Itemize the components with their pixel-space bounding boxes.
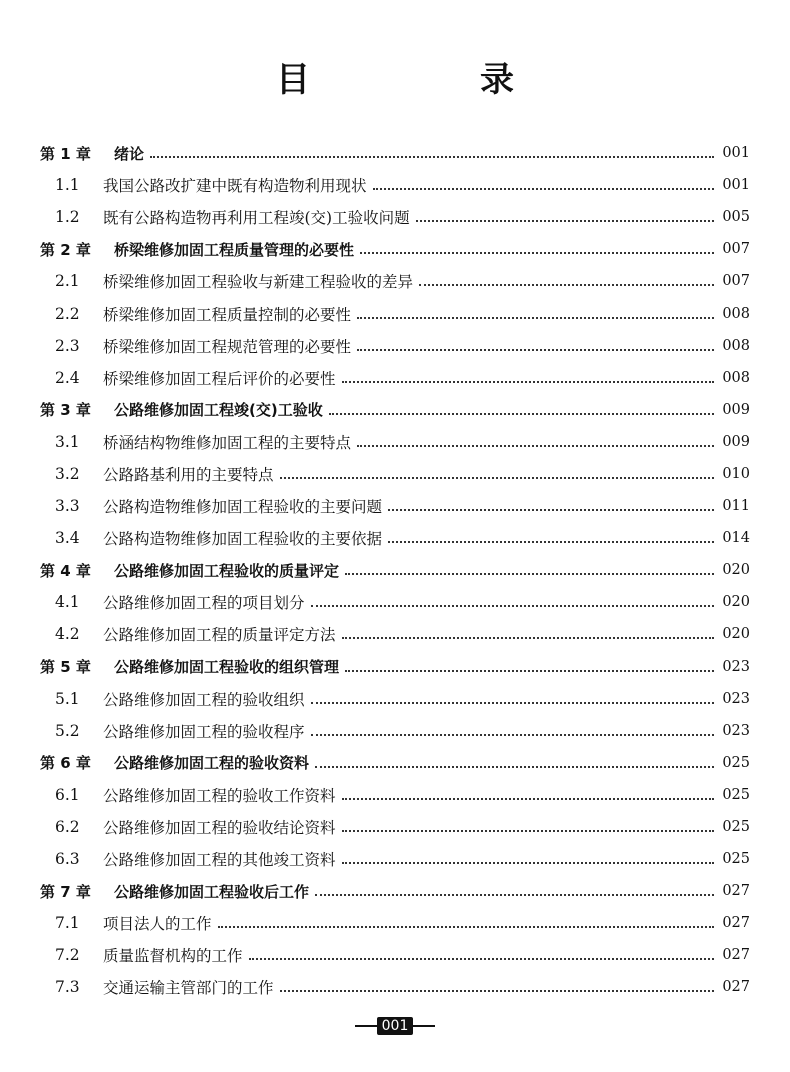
- toc-dot-leader: [150, 156, 714, 158]
- toc-chapter-row[interactable]: [0, 747, 790, 779]
- toc-entry-number: 5.1: [55, 689, 80, 708]
- toc-section-row[interactable]: [0, 715, 790, 747]
- footer-rule-right: [413, 1025, 435, 1027]
- toc-entry-number: 6.3: [55, 850, 80, 869]
- toc-page-number: 027: [722, 979, 750, 996]
- toc-dot-leader: [311, 734, 714, 736]
- toc-entry-number: 2.4: [55, 368, 80, 387]
- toc-page-number: 001: [722, 145, 750, 162]
- toc-page-number: 010: [722, 465, 750, 482]
- toc-entry-title: 公路维修加固工程验收的质量评定: [114, 561, 340, 580]
- footer-rule-left: [355, 1025, 377, 1027]
- toc-entry-number: 5.2: [55, 721, 80, 740]
- toc-dot-leader: [360, 252, 714, 254]
- toc-dot-leader: [280, 477, 714, 479]
- toc-page-number: 007: [722, 241, 750, 258]
- toc-section-row[interactable]: [0, 330, 790, 362]
- toc-page-number: 027: [722, 947, 750, 964]
- toc-section-row[interactable]: [0, 907, 790, 939]
- toc-section-row[interactable]: [0, 939, 790, 971]
- toc-section-row[interactable]: [0, 362, 790, 394]
- toc-dot-leader: [315, 894, 714, 896]
- toc-section-row[interactable]: [0, 971, 790, 1003]
- toc-page-number: 023: [722, 690, 750, 707]
- toc-dot-leader: [373, 188, 714, 190]
- toc-chapter-row[interactable]: [0, 875, 790, 907]
- toc-section-row[interactable]: [0, 490, 790, 522]
- toc-entry-number: 3.3: [55, 497, 80, 516]
- toc-dot-leader: [249, 958, 714, 960]
- toc-entry-title: 桥梁维修加固工程后评价的必要性: [103, 369, 336, 388]
- toc-entry-title: 公路维修加固工程竣(交)工验收: [114, 401, 323, 420]
- toc-page-number: 007: [722, 273, 750, 290]
- toc-entry-title: 我国公路改扩建中既有构造物利用现状: [103, 177, 367, 196]
- toc-entry-number: 2.1: [55, 272, 80, 291]
- toc-chapter-row[interactable]: [0, 137, 790, 169]
- toc-dot-leader: [357, 445, 714, 447]
- toc-chapter-row[interactable]: [0, 651, 790, 683]
- toc-page-number: 020: [722, 626, 750, 643]
- toc-entry-number: 第 6 章: [40, 754, 91, 773]
- toc-entry-title: 项目法人的工作: [103, 915, 212, 934]
- toc-page-number: 020: [722, 594, 750, 611]
- toc-dot-leader: [419, 284, 714, 286]
- toc-entry-number: 6.1: [55, 785, 80, 804]
- toc-entry-number: 2.3: [55, 336, 80, 355]
- toc-entry-number: 第 7 章: [40, 882, 91, 901]
- toc-entry-title: 公路维修加固工程的质量评定方法: [103, 626, 336, 645]
- toc-page-number: 020: [722, 562, 750, 579]
- toc-entry-number: 第 5 章: [40, 658, 91, 677]
- toc-entry-title: 公路维修加固工程验收的组织管理: [114, 658, 340, 677]
- toc-section-row[interactable]: [0, 618, 790, 650]
- toc-dot-leader: [388, 541, 714, 543]
- toc-entry-title: 桥梁维修加固工程验收与新建工程验收的差异: [103, 273, 414, 292]
- toc-entry-title: 公路路基利用的主要特点: [103, 465, 274, 484]
- toc-dot-leader: [342, 381, 714, 383]
- toc-entry-number: 7.3: [55, 978, 80, 997]
- page-number: 001: [377, 1017, 414, 1035]
- toc-dot-leader: [311, 605, 714, 607]
- toc-section-row[interactable]: [0, 683, 790, 715]
- toc-entry-number: 第 2 章: [40, 240, 91, 259]
- toc-section-row[interactable]: [0, 426, 790, 458]
- toc-page-number: 014: [722, 530, 750, 547]
- toc-entry-number: 第 3 章: [40, 401, 91, 420]
- toc-page-number: 009: [722, 433, 750, 450]
- toc-entry-title: 公路维修加固工程的验收资料: [114, 754, 310, 773]
- toc-entry-number: 2.2: [55, 304, 80, 323]
- toc-page-number: 005: [722, 209, 750, 226]
- toc-chapter-row[interactable]: [0, 233, 790, 265]
- toc-section-row[interactable]: [0, 201, 790, 233]
- toc-entry-title: 公路维修加固工程的验收程序: [103, 722, 305, 741]
- toc-entry-number: 4.1: [55, 593, 80, 612]
- toc-page-number: 008: [722, 369, 750, 386]
- toc-dot-leader: [342, 798, 714, 800]
- toc-dot-leader: [345, 670, 714, 672]
- toc-entry-number: 3.1: [55, 432, 80, 451]
- toc-dot-leader: [342, 830, 714, 832]
- toc-page-number: 023: [722, 722, 750, 739]
- toc-dot-leader: [280, 990, 714, 992]
- toc-dot-leader: [218, 926, 714, 928]
- toc-section-row[interactable]: [0, 843, 790, 875]
- toc-entry-title: 公路维修加固工程的项目划分: [103, 594, 305, 613]
- toc-section-row[interactable]: [0, 811, 790, 843]
- toc-entry-number: 6.2: [55, 818, 80, 837]
- toc-dot-leader: [416, 220, 714, 222]
- toc-section-row[interactable]: [0, 458, 790, 490]
- toc-entry-title: 既有公路构造物再利用工程竣(交)工验收问题: [103, 209, 410, 228]
- toc-page-number: 011: [722, 498, 750, 515]
- toc-dot-leader: [388, 509, 714, 511]
- toc-entry-title: 公路维修加固工程验收后工作: [114, 882, 310, 901]
- toc-page-number: 027: [722, 915, 750, 932]
- toc-entry-title: 绪论: [114, 144, 145, 163]
- toc-page-number: 027: [722, 883, 750, 900]
- toc-dot-leader: [345, 573, 714, 575]
- toc-dot-leader: [357, 317, 714, 319]
- toc-entry-title: 桥梁维修加固工程质量管理的必要性: [114, 240, 355, 259]
- toc-entry-title: 公路构造物维修加固工程验收的主要依据: [103, 530, 383, 549]
- toc-dot-leader: [311, 702, 714, 704]
- toc-entry-title: 交通运输主管部门的工作: [103, 979, 274, 998]
- toc-page-number: 025: [722, 819, 750, 836]
- toc-dot-leader: [342, 637, 714, 639]
- toc-dot-leader: [342, 862, 714, 864]
- toc-entry-title: 桥涵结构物维修加固工程的主要特点: [103, 433, 352, 452]
- toc-entry-number: 4.2: [55, 625, 80, 644]
- toc-section-row[interactable]: [0, 586, 790, 618]
- toc-page-number: 008: [722, 337, 750, 354]
- toc-entry-number: 第 1 章: [40, 144, 91, 163]
- toc-section-row[interactable]: [0, 169, 790, 201]
- toc-dot-leader: [315, 766, 714, 768]
- toc-entry-number: 7.2: [55, 946, 80, 965]
- page-footer: [0, 1016, 790, 1036]
- toc-section-row[interactable]: [0, 265, 790, 297]
- toc-entry-title: 质量监督机构的工作: [103, 947, 243, 966]
- toc-entry-title: 公路构造物维修加固工程验收的主要问题: [103, 498, 383, 517]
- toc-section-row[interactable]: [0, 779, 790, 811]
- toc-entry-title: 公路维修加固工程的验收组织: [103, 690, 305, 709]
- toc-entry-number: 1.2: [55, 208, 80, 227]
- page-title: 目 录: [276, 60, 582, 100]
- toc-entry-title: 桥梁维修加固工程质量控制的必要性: [103, 305, 352, 324]
- toc-chapter-row[interactable]: [0, 554, 790, 586]
- toc-page-number: 001: [722, 177, 750, 194]
- toc-entry-number: 3.4: [55, 529, 80, 548]
- toc-page-number: 025: [722, 851, 750, 868]
- toc-entry-title: 公路维修加固工程的验收工作资料: [103, 786, 336, 805]
- toc-entry-title: 公路维修加固工程的其他竣工资料: [103, 851, 336, 870]
- toc-entry-number: 1.1: [55, 176, 80, 195]
- toc-entry-title: 桥梁维修加固工程规范管理的必要性: [103, 337, 352, 356]
- toc-entry-number: 7.1: [55, 914, 80, 933]
- toc-dot-leader: [357, 349, 714, 351]
- table-of-contents: [0, 137, 790, 1004]
- toc-page-number: 023: [722, 658, 750, 675]
- toc-entry-title: 公路维修加固工程的验收结论资料: [103, 819, 336, 838]
- toc-page-number: 009: [722, 401, 750, 418]
- toc-dot-leader: [329, 413, 714, 415]
- toc-section-row[interactable]: [0, 297, 790, 329]
- toc-page-number: 025: [722, 786, 750, 803]
- toc-entry-number: 第 4 章: [40, 561, 91, 580]
- toc-page-number: 025: [722, 754, 750, 771]
- toc-entry-number: 3.2: [55, 464, 80, 483]
- toc-chapter-row[interactable]: [0, 394, 790, 426]
- toc-page-number: 008: [722, 305, 750, 322]
- toc-section-row[interactable]: [0, 522, 790, 554]
